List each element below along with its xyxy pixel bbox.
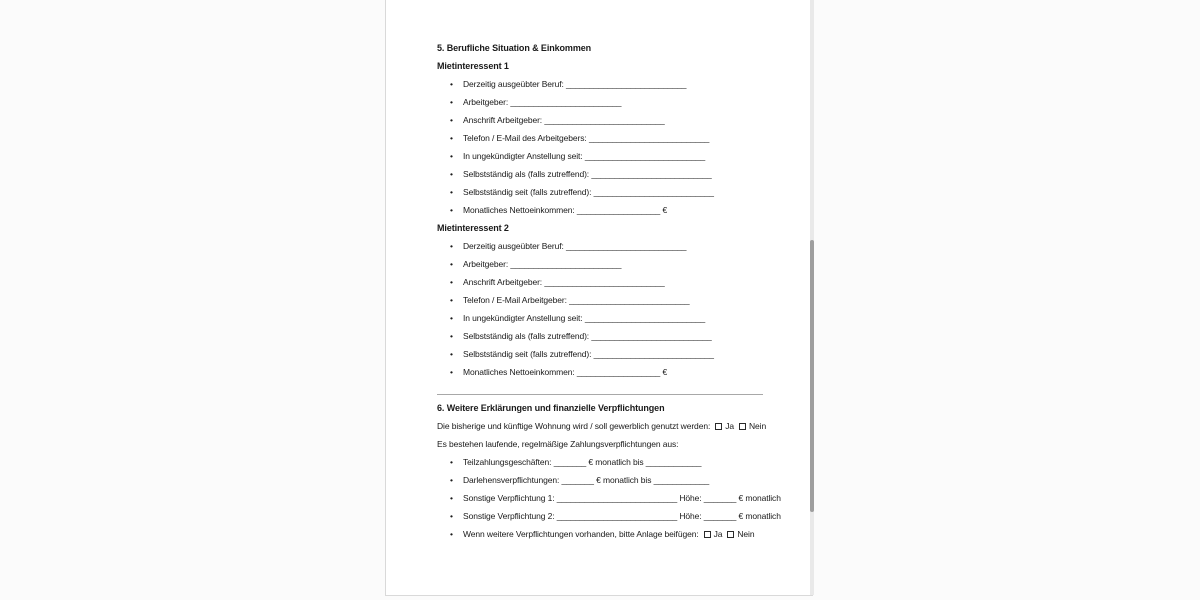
list-item: • Anschrift Arbeitgeber: __________________________ (437, 111, 763, 129)
list-item: • Selbstständig seit (falls zutreffend): __________________________ (437, 345, 763, 363)
document-page (385, 0, 813, 596)
list-item: • Telefon / E-Mail des Arbeitgebers: __________________________ (437, 129, 763, 147)
list-item: • Arbeitgeber: ________________________ (437, 93, 763, 111)
checkbox-ja-icon (715, 423, 722, 430)
list-item: • Selbstständig als (falls zutreffend): __________________________ (437, 165, 763, 183)
list-item: • Arbeitgeber: ________________________ (437, 255, 763, 273)
scrollbar-thumb[interactable] (810, 240, 814, 512)
list-item: • Darlehensverpflichtungen: _______ € monatlich bis ____________ (437, 471, 763, 489)
list-item: • In ungekündigter Anstellung seit: __________________________ (437, 309, 763, 327)
list-item-text: Wenn weitere Verpflichtungen vorhanden, bitte Anlage beifügen: (463, 529, 699, 539)
commercial-use-line (437, 417, 767, 435)
checkbox-ja-label: Ja (713, 529, 723, 539)
list-item: • Telefon / E-Mail Arbeitgeber: __________________________ (437, 291, 763, 309)
section-5-heading: 5. Berufliche Situation & Einkommen (437, 43, 592, 53)
checkbox-nein-icon (727, 531, 734, 538)
list-item: • Selbstständig als (falls zutreffend): __________________________ (437, 327, 763, 345)
page-content (386, 0, 809, 543)
checkbox-ja-label: Ja (725, 421, 734, 431)
obligations-intro-line: Es bestehen laufende, regelmäßige Zahlungsverpflichtungen aus: (437, 439, 679, 449)
list-item: • Monatliches Nettoeinkommen: __________________ € (437, 201, 763, 219)
section-6-heading: 6. Weitere Erklärungen und finanzielle Verpflichtungen (437, 403, 665, 413)
tenant-1-fields-list (437, 75, 763, 219)
scrollbar[interactable] (810, 0, 814, 595)
tenant-1-heading: Mietinteressent 1 (437, 61, 509, 71)
section-divider (437, 394, 763, 395)
tenant-2-fields-list (437, 237, 763, 381)
tenant-2-heading: Mietinteressent 2 (437, 223, 509, 233)
list-item: • In ungekündigter Anstellung seit: __________________________ (437, 147, 763, 165)
checkbox-ja-icon (704, 531, 711, 538)
list-item: • Derzeitig ausgeübter Beruf: __________________________ (437, 237, 763, 255)
list-item: • Anschrift Arbeitgeber: __________________________ (437, 273, 763, 291)
list-item: • Monatliches Nettoeinkommen: __________________ € (437, 363, 763, 381)
checkbox-nein-label: Nein (737, 529, 755, 539)
obligations-fields-list (437, 453, 781, 543)
list-item: • Selbstständig seit (falls zutreffend): __________________________ (437, 183, 763, 201)
list-item (437, 525, 763, 543)
list-item: • Teilzahlungsgeschäften: _______ € monatlich bis ____________ (437, 453, 763, 471)
list-item: • Sonstige Verpflichtung 1: __________________________ Höhe: _______ € monatlich (437, 489, 763, 507)
list-item: • Sonstige Verpflichtung 2: __________________________ Höhe: _______ € monatlich (437, 507, 763, 525)
checkbox-nein-label: Nein (749, 421, 767, 431)
list-item: • Derzeitig ausgeübter Beruf: __________________________ (437, 75, 763, 93)
commercial-use-text: Die bisherige und künftige Wohnung wird / soll gewerblich genutzt werden: (437, 421, 711, 431)
checkbox-nein-icon (739, 423, 746, 430)
